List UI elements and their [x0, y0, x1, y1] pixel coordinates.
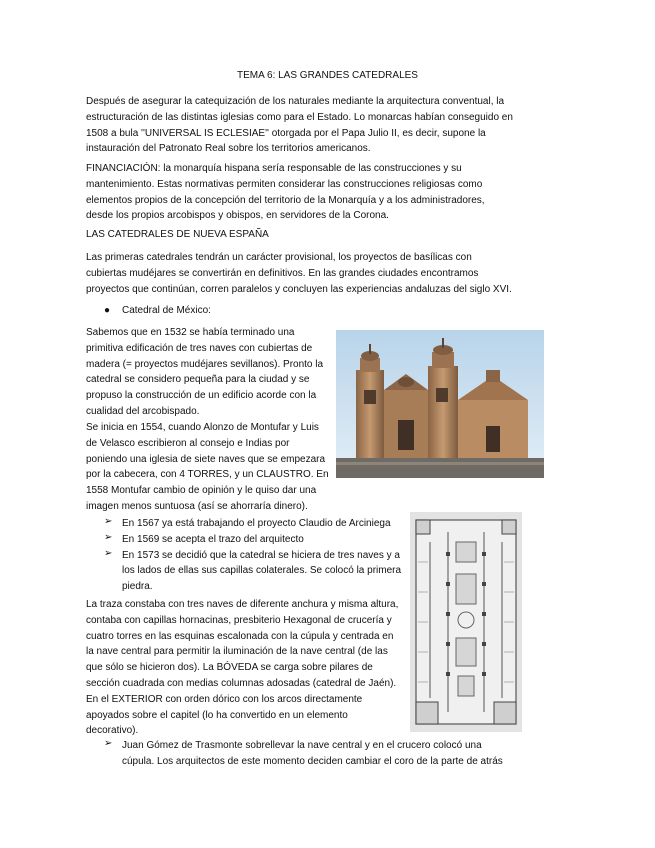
- sabemos-line: primitiva edificación de tres naves con cubiertas de: [86, 342, 313, 354]
- intro-line: instauración del Patronato Real sobre los territorios americanos.: [86, 143, 371, 155]
- financiacion-line: FINANCIACIÓN: la monarquía hispana sería responsable de las construcciones y su: [86, 163, 462, 174]
- traza-line: cuatro torres en las esquinas escalonada con la cúpula y centrada en: [86, 630, 394, 642]
- financiacion-line: elementos propios de la concepción del territorio de la Monarquía y a los administradores,: [86, 194, 485, 206]
- intro-line: Después de asegurar la catequización de los naturales mediante la arquitectura conventual, la: [86, 96, 505, 107]
- traza-line: contaba con capillas hornacinas, presbiterio Hexagonal de crucería y: [86, 614, 392, 626]
- traza-line: apoyados sobre el capitel (lo ha convertido en un elemento: [86, 709, 348, 721]
- traza-line: sección cuadrada con medias columnas adosadas (catedral de Jaén).: [86, 678, 397, 689]
- traza-line: la nave central para permitir la iluminación de la nave central (de las: [86, 646, 388, 658]
- arrow-item-line: En 1569 se acepta el trazo del arquitecto: [122, 533, 304, 545]
- arrow-bullet-icon: ➢: [104, 547, 113, 559]
- arrow-item-line: En 1573 se decidió que la catedral se hiciera de tres naves y a: [122, 549, 400, 561]
- sabemos-line: Sabemos que en 1532 se había terminado una: [86, 327, 295, 338]
- primeras-line: proyectos que continúan, corren paralelos y concluyen las experiencias andaluzas del siglo XVI.: [86, 283, 512, 295]
- inicia-line: 1558 Montufar cambio de opinión y le quiso dar una: [86, 485, 317, 497]
- arrow-item-line: En 1567 ya está trabajando el proyecto Claudio de Arciniega: [122, 518, 391, 529]
- sabemos-line: propuso la construcción de un edificio acorde con la: [86, 390, 317, 402]
- last-arrow-line: cúpula. Los arquitectos de este momento deciden cambiar el coro de la parte de atrás: [122, 755, 503, 767]
- inicia-line: de Velasco escribieron al consejo e Indias por: [86, 437, 290, 449]
- inicia-line: Se inicia en 1554, cuando Alonzo de Montufar y Luis: [86, 422, 319, 433]
- arrow-item-line: los lados de ellas sus capillas colaterales. Se colocó la primera: [122, 565, 402, 577]
- intro-line: 1508 a bula ''UNIVERSAL IS ECLESIAE'' otorgada por el Papa Julio II, es decir, supone la: [86, 127, 486, 139]
- financiacion-line: desde los propios arcobispos y obispos, en servidores de la Corona.: [86, 210, 389, 222]
- arrow-item-line: piedra.: [122, 581, 153, 593]
- cathedral-floor-plan: [410, 512, 522, 732]
- primeras-line: cubiertas mudéjares se convertirán en definitivos. En las grandes ciudades encontramos: [86, 267, 479, 279]
- last-arrow-line: Juan Gómez de Trasmonte sobrellevar la nave central y en el crucero colocó una: [122, 740, 482, 751]
- bullet-dot-icon: ●: [104, 305, 111, 316]
- intro-line: estructuración de las distintas iglesias como para el Estado. Lo monarcas habían conseguido en: [86, 111, 513, 123]
- sabemos-line: madera (= proyectos mudéjares sevillanos). Pronto la: [86, 358, 324, 370]
- primeras-line: Las primeras catedrales tendrán un carácter provisional, los proyectos de basílicas con: [86, 252, 472, 263]
- sabemos-line: cualidad del arcobispado.: [86, 406, 200, 417]
- inicia-line: por la cabecera, con 4 TORRES, y un CLAUSTRO. En: [86, 469, 329, 481]
- arrow-bullet-icon: ➢: [104, 738, 113, 749]
- bullet-heading: Catedral de México:: [122, 305, 211, 316]
- cathedral-photo: [336, 330, 544, 478]
- arrow-bullet-icon: ➢: [104, 516, 113, 527]
- inicia-line: imagen menos suntuosa (así se ahorraría dinero).: [86, 501, 308, 512]
- traza-line: En el EXTERIOR con orden dórico con los arcos directamente: [86, 693, 363, 705]
- sabemos-line: catedral se considero pequeña para la ciudad y se: [86, 374, 310, 386]
- traza-line: La traza constaba con tres naves de diferente anchura y misma altura,: [86, 599, 399, 610]
- inicia-line: poniendo una iglesia de siete naves que se empezara: [86, 453, 326, 465]
- arrow-bullet-icon: ➢: [104, 531, 113, 543]
- traza-line: que sólo se hicieron dos). La BÓVEDA se carga sobre pilares de: [86, 662, 373, 674]
- financiacion-line: mantenimiento. Estas normativas permiten considerar las construcciones religiosas como: [86, 178, 483, 190]
- traza-line: decorativo).: [86, 725, 139, 737]
- page-title: TEMA 6: LAS GRANDES CATEDRALES: [237, 70, 418, 81]
- section-heading: LAS CATEDRALES DE NUEVA ESPAÑA: [86, 229, 269, 240]
